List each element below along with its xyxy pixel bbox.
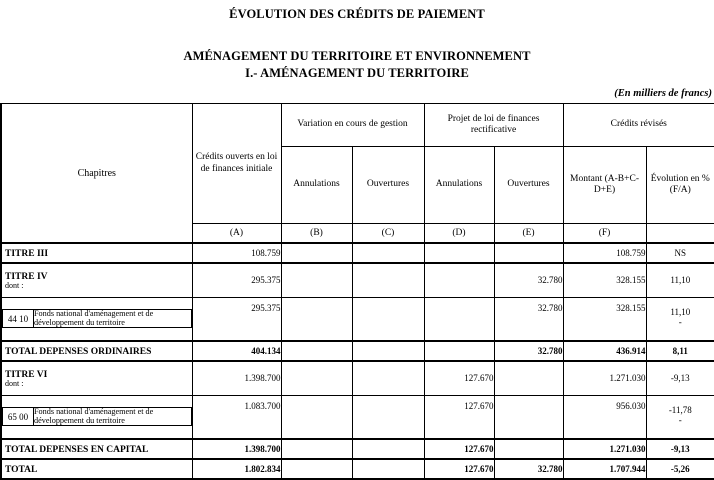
cell-evolution-pct [646,297,714,341]
header-row-groups [1,104,714,147]
cell-annulations-gestion [281,341,352,361]
cell-ouvertures-gestion [352,395,424,439]
table-row [1,395,714,439]
evolution-secondary: - [678,317,682,328]
cell-ouvertures-plfr [494,439,563,459]
header-letter-g [646,224,714,244]
cell-ouvertures-plfr: 32.780 [494,263,563,297]
section-title: AMÉNAGEMENT DU TERRITOIRE ET ENVIRONNEMENT [183,49,531,63]
table-row [1,361,714,395]
cell-montant-revise: 328.155 [563,297,646,341]
table-row [1,263,714,297]
cell-evolution-pct: 8,11 [646,341,714,361]
cell-annulations-plfr: 127.670 [424,361,494,395]
cell-ouvertures-gestion [352,459,424,479]
header-evolution: Évolution en % (F/A) [646,147,714,224]
row-total-label [1,439,192,459]
row-label: TOTAL [5,465,38,475]
cell-annulations-gestion [281,439,352,459]
evolution-value: 11,10 [670,307,691,318]
table-row [1,459,714,479]
cell-ouvertures-plfr [494,395,563,439]
subtitle-block [0,49,714,81]
row-label: TOTAL DEPENSES ORDINAIRES [5,347,152,357]
cell-annulations-gestion [281,361,352,395]
cell-credits-ouverts: 1.398.700 [192,361,281,395]
cell-montant-revise: 108.759 [563,243,646,263]
header-annulations-2: Annulations [424,147,494,224]
cell-evolution-pct: -5,26 [646,459,714,479]
cell-annulations-plfr: 127.670 [424,395,494,439]
units-note: (En milliers de francs) [614,88,712,99]
cell-annulations-gestion [281,459,352,479]
header-ouvertures-1: Ouvertures [352,147,424,224]
cell-evolution-pct: NS [646,243,714,263]
header-group-credits-revises: Crédits révisés [563,104,714,147]
cell-ouvertures-plfr: 32.780 [494,459,563,479]
cell-evolution-pct: 11,10 [646,263,714,297]
row-total-label [1,341,192,361]
cell-credits-ouverts: 404.134 [192,341,281,361]
cell-evolution-pct [646,395,714,439]
cell-credits-ouverts: 1.398.700 [192,439,281,459]
table-body [1,243,714,479]
cell-annulations-plfr [424,243,494,263]
cell-montant-revise: 436.914 [563,341,646,361]
cell-montant-revise: 1.707.944 [563,459,646,479]
cell-ouvertures-plfr [494,361,563,395]
cell-evolution-pct: -9,13 [646,361,714,395]
cell-annulations-gestion [281,297,352,341]
table-row [1,439,714,459]
row-dont-label: dont : [5,379,24,389]
cell-montant-revise: 1.271.030 [563,439,646,459]
row-chapter-cell [1,297,192,341]
header-chapitres: Chapitres [1,104,192,244]
cell-ouvertures-gestion [352,297,424,341]
cell-credits-ouverts: 108.759 [192,243,281,263]
table-header [1,104,714,244]
row-total-label [1,459,192,479]
row-titre-label [1,361,192,395]
chapter-number: 44 10 [3,310,34,328]
table-row [1,243,714,263]
cell-ouvertures-gestion [352,243,424,263]
header-letter-d: (D) [424,224,494,244]
cell-annulations-plfr [424,263,494,297]
cell-annulations-plfr [424,341,494,361]
chapter-name: Fonds national d'aménagement et de développement du territoire [34,310,192,328]
document-page [0,7,714,475]
header-letter-b: (B) [281,224,352,244]
cell-credits-ouverts: 1.802.834 [192,459,281,479]
header-credits-ouverts: Crédits ouverts en loi de finances initiale [192,104,281,224]
cell-montant-revise: 1.271.030 [563,361,646,395]
row-label: TITRE IV [5,272,48,283]
cell-annulations-plfr: 127.670 [424,439,494,459]
subsection-title: I.- AMÉNAGEMENT DU TERRITOIRE [245,66,469,80]
page-title: ÉVOLUTION DES CRÉDITS DE PAIEMENT [229,7,485,21]
credits-table [0,103,714,480]
header-group-plfr: Projet de loi de finances rectificative [424,104,563,147]
evolution-value: -11,78 [668,405,692,416]
header-group-variation: Variation en cours de gestion [281,104,424,147]
row-dont-label: dont : [5,281,24,291]
cell-montant-revise: 956.030 [563,395,646,439]
cell-ouvertures-plfr [494,243,563,263]
cell-ouvertures-gestion [352,439,424,459]
cell-ouvertures-gestion [352,361,424,395]
row-label: TITRE III [5,249,49,259]
cell-credits-ouverts: 1.083.700 [192,395,281,439]
row-label: TITRE VI [5,370,48,381]
row-titre-label [1,243,192,263]
cell-montant-revise: 328.155 [563,263,646,297]
cell-annulations-plfr: 127.670 [424,459,494,479]
header-ouvertures-2: Ouvertures [494,147,563,224]
header-letter-f: (F) [563,224,646,244]
row-chapter-cell [1,395,192,439]
header-annulations-1: Annulations [281,147,352,224]
chapter-name: Fonds national d'aménagement et de développement du territoire [34,408,192,426]
chapter-number: 65 00 [3,408,34,426]
header-letter-e: (E) [494,224,563,244]
evolution-secondary: - [678,415,682,426]
row-titre-label [1,263,192,297]
table-row [1,297,714,341]
header-letter-a: (A) [192,224,281,244]
cell-ouvertures-plfr: 32.780 [494,297,563,341]
cell-annulations-gestion [281,263,352,297]
cell-evolution-pct: -9,13 [646,439,714,459]
header-montant: Montant (A-B+C-D+E) [563,147,646,224]
header-letter-c: (C) [352,224,424,244]
cell-ouvertures-gestion [352,263,424,297]
cell-ouvertures-plfr: 32.780 [494,341,563,361]
cell-annulations-plfr [424,297,494,341]
cell-ouvertures-gestion [352,341,424,361]
cell-credits-ouverts: 295.375 [192,297,281,341]
cell-credits-ouverts: 295.375 [192,263,281,297]
cell-annulations-gestion [281,395,352,439]
table-row [1,341,714,361]
cell-annulations-gestion [281,243,352,263]
row-label: TOTAL DEPENSES EN CAPITAL [5,445,149,455]
